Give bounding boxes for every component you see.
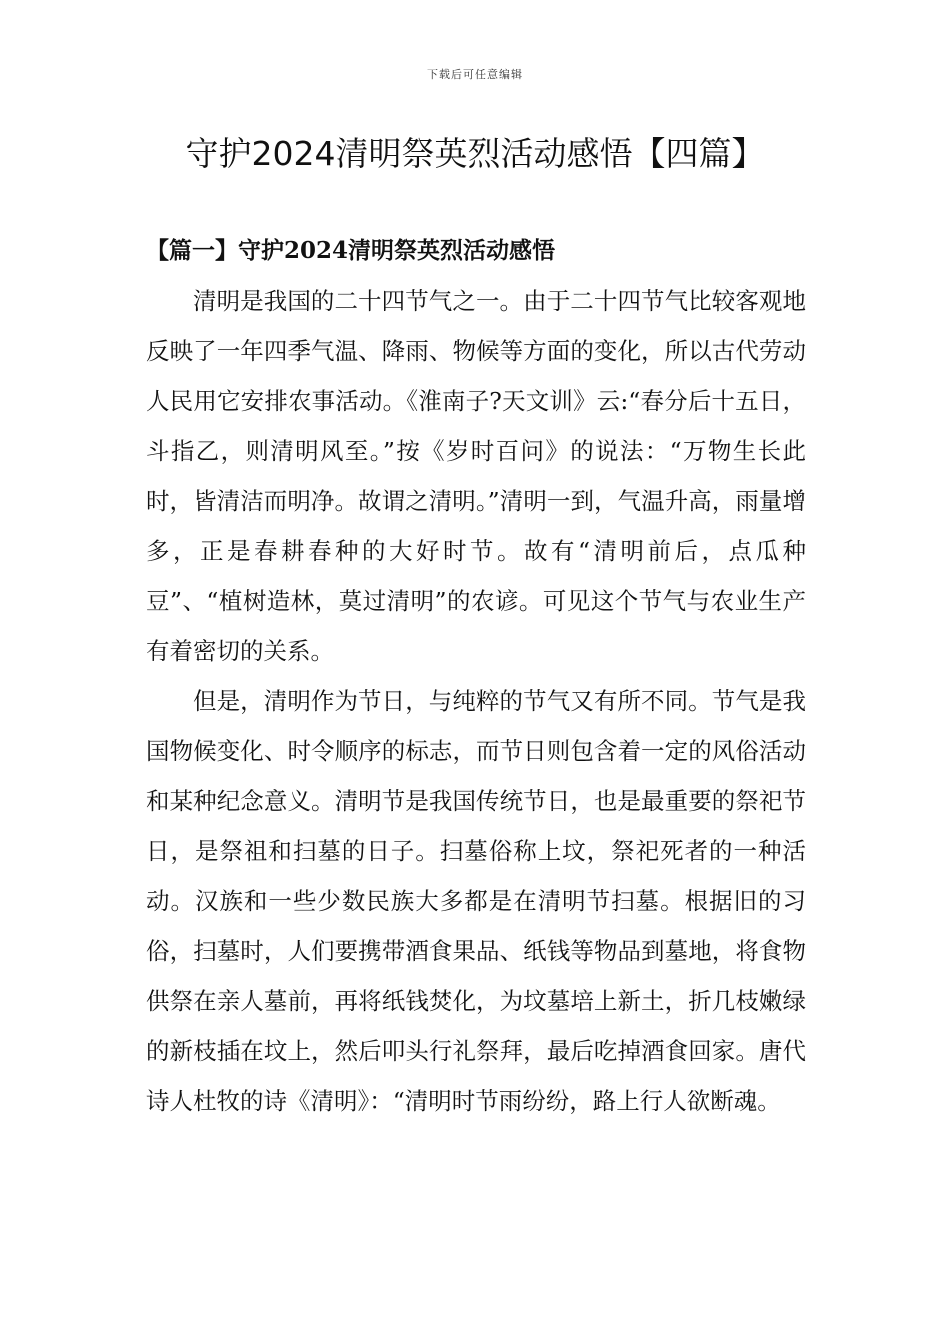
paragraph-2: 但是，清明作为节日，与纯粹的节气又有所不同。节气是我国物候变化、时令顺序的标志，而节日则包含着一定的风俗活动和某种纪念意义。清明节是我国传统节日，也是最重要的祭祀节日，是祭祖和扫墓的日子。扫墓俗称上坟，祭祀死者的一种活动。汉族和一些少数民族大多都是在清明节扫墓。根据旧的习俗，扫墓时，人们要携带酒食果品、纸钱等物品到墓地，将食物供祭在亲人墓前，再将纸钱焚化，为坟墓培上新土，折几枝嫩绿的新枝插在坟上，然后叩头行礼祭拜，最后吃掉酒食回家。唐代诗人杜牧的诗《清明》：“清明时节雨纷纷，路上行人欲断魂。 — [146, 687, 806, 1115]
header-note: 下载后可任意编辑 — [427, 68, 523, 81]
document-title: 守护2024清明祭英烈活动感悟【四篇】 — [185, 134, 765, 173]
document-body — [146, 276, 806, 1126]
paragraph-1: 清明是我国的二十四节气之一。由于二十四节气比较客观地反映了一年四季气温、降雨、物候等方面的变化，所以古代劳动人民用它安排农事活动。《淮南子?天文训》云:“春分后十五日，斗指乙，则清明风至。”按《岁时百问》的说法：“万物生长此时，皆清洁而明净。故谓之清明。”清明一到，气温升高，雨量增多，正是春耕春种的大好时节。故有“清明前后，点瓜种豆”、“植树造林，莫过清明”的农谚。可见这个节气与农业生产有着密切的关系。 — [146, 287, 806, 665]
section-heading: 【篇一】守护2024清明祭英烈活动感悟 — [146, 237, 556, 264]
